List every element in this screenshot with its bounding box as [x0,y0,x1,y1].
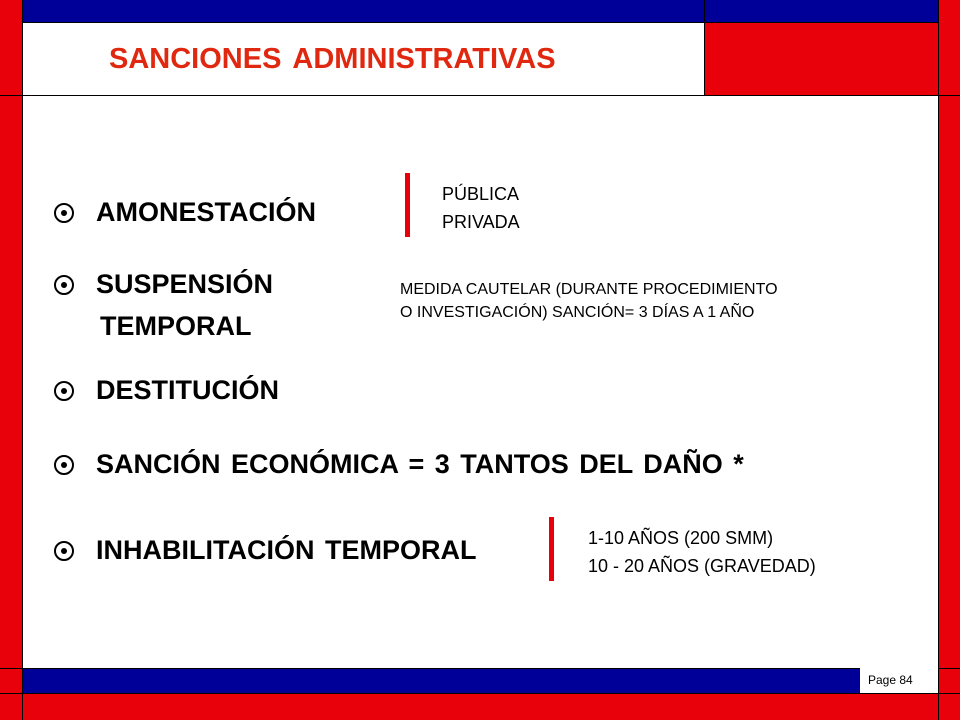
note-amonestacion-1: PÚBLICA [442,184,520,204]
item-amonestacion [54,196,316,228]
item-label: SUSPENSIÓN [96,269,274,299]
note-amonestacion-2: PRIVADA [442,212,520,232]
note-inhabilitacion-1: 1-10 AÑOS (200 SMM) [588,528,774,548]
item-sancion-economica [54,448,744,480]
item-label: INHABILITACIÓN TEMPORAL [96,535,477,565]
bullet-icon [54,203,74,223]
amonestacion-bracket [405,173,410,237]
bottom-band [22,668,860,693]
item-inhabilitacion [54,534,476,566]
item-label: TEMPORAL [100,311,252,341]
note-suspension-2: O INVESTIGACIÓN) SANCIÓN= 3 DÍAS A 1 AÑO [400,304,755,321]
bullet-icon [54,455,74,475]
top-band [22,0,938,22]
note-inhabilitacion-2: 10 - 20 AÑOS (GRAVEDAD) [588,556,816,576]
note-suspension-1: MEDIDA CAUTELAR (DURANTE PROCEDIMIENTO [400,281,778,298]
item-destitucion [54,374,279,406]
left-frame-divider [22,0,23,720]
page-number: Page 84 [860,668,938,693]
top-band-divider [22,22,938,23]
bullet-icon [54,381,74,401]
right-frame-divider [938,0,939,720]
item-suspension [54,268,273,300]
title-right-divider [704,0,705,96]
item-suspension-line2 [100,310,252,342]
bullet-icon [54,541,74,561]
header-divider [0,95,960,96]
item-label: SANCIÓN ECONÓMICA = 3 TANTOS DEL DAÑO * [96,449,744,479]
item-label: DESTITUCIÓN [96,375,280,405]
bullet-icon [54,275,74,295]
item-label: AMONESTACIÓN [96,197,316,227]
inhabilitacion-bracket [549,517,554,581]
footer-bottom-divider [0,693,960,694]
title-red-block [705,22,938,95]
page-title: SANCIONES ADMINISTRATIVAS [109,43,556,75]
footer-divider [0,668,960,669]
